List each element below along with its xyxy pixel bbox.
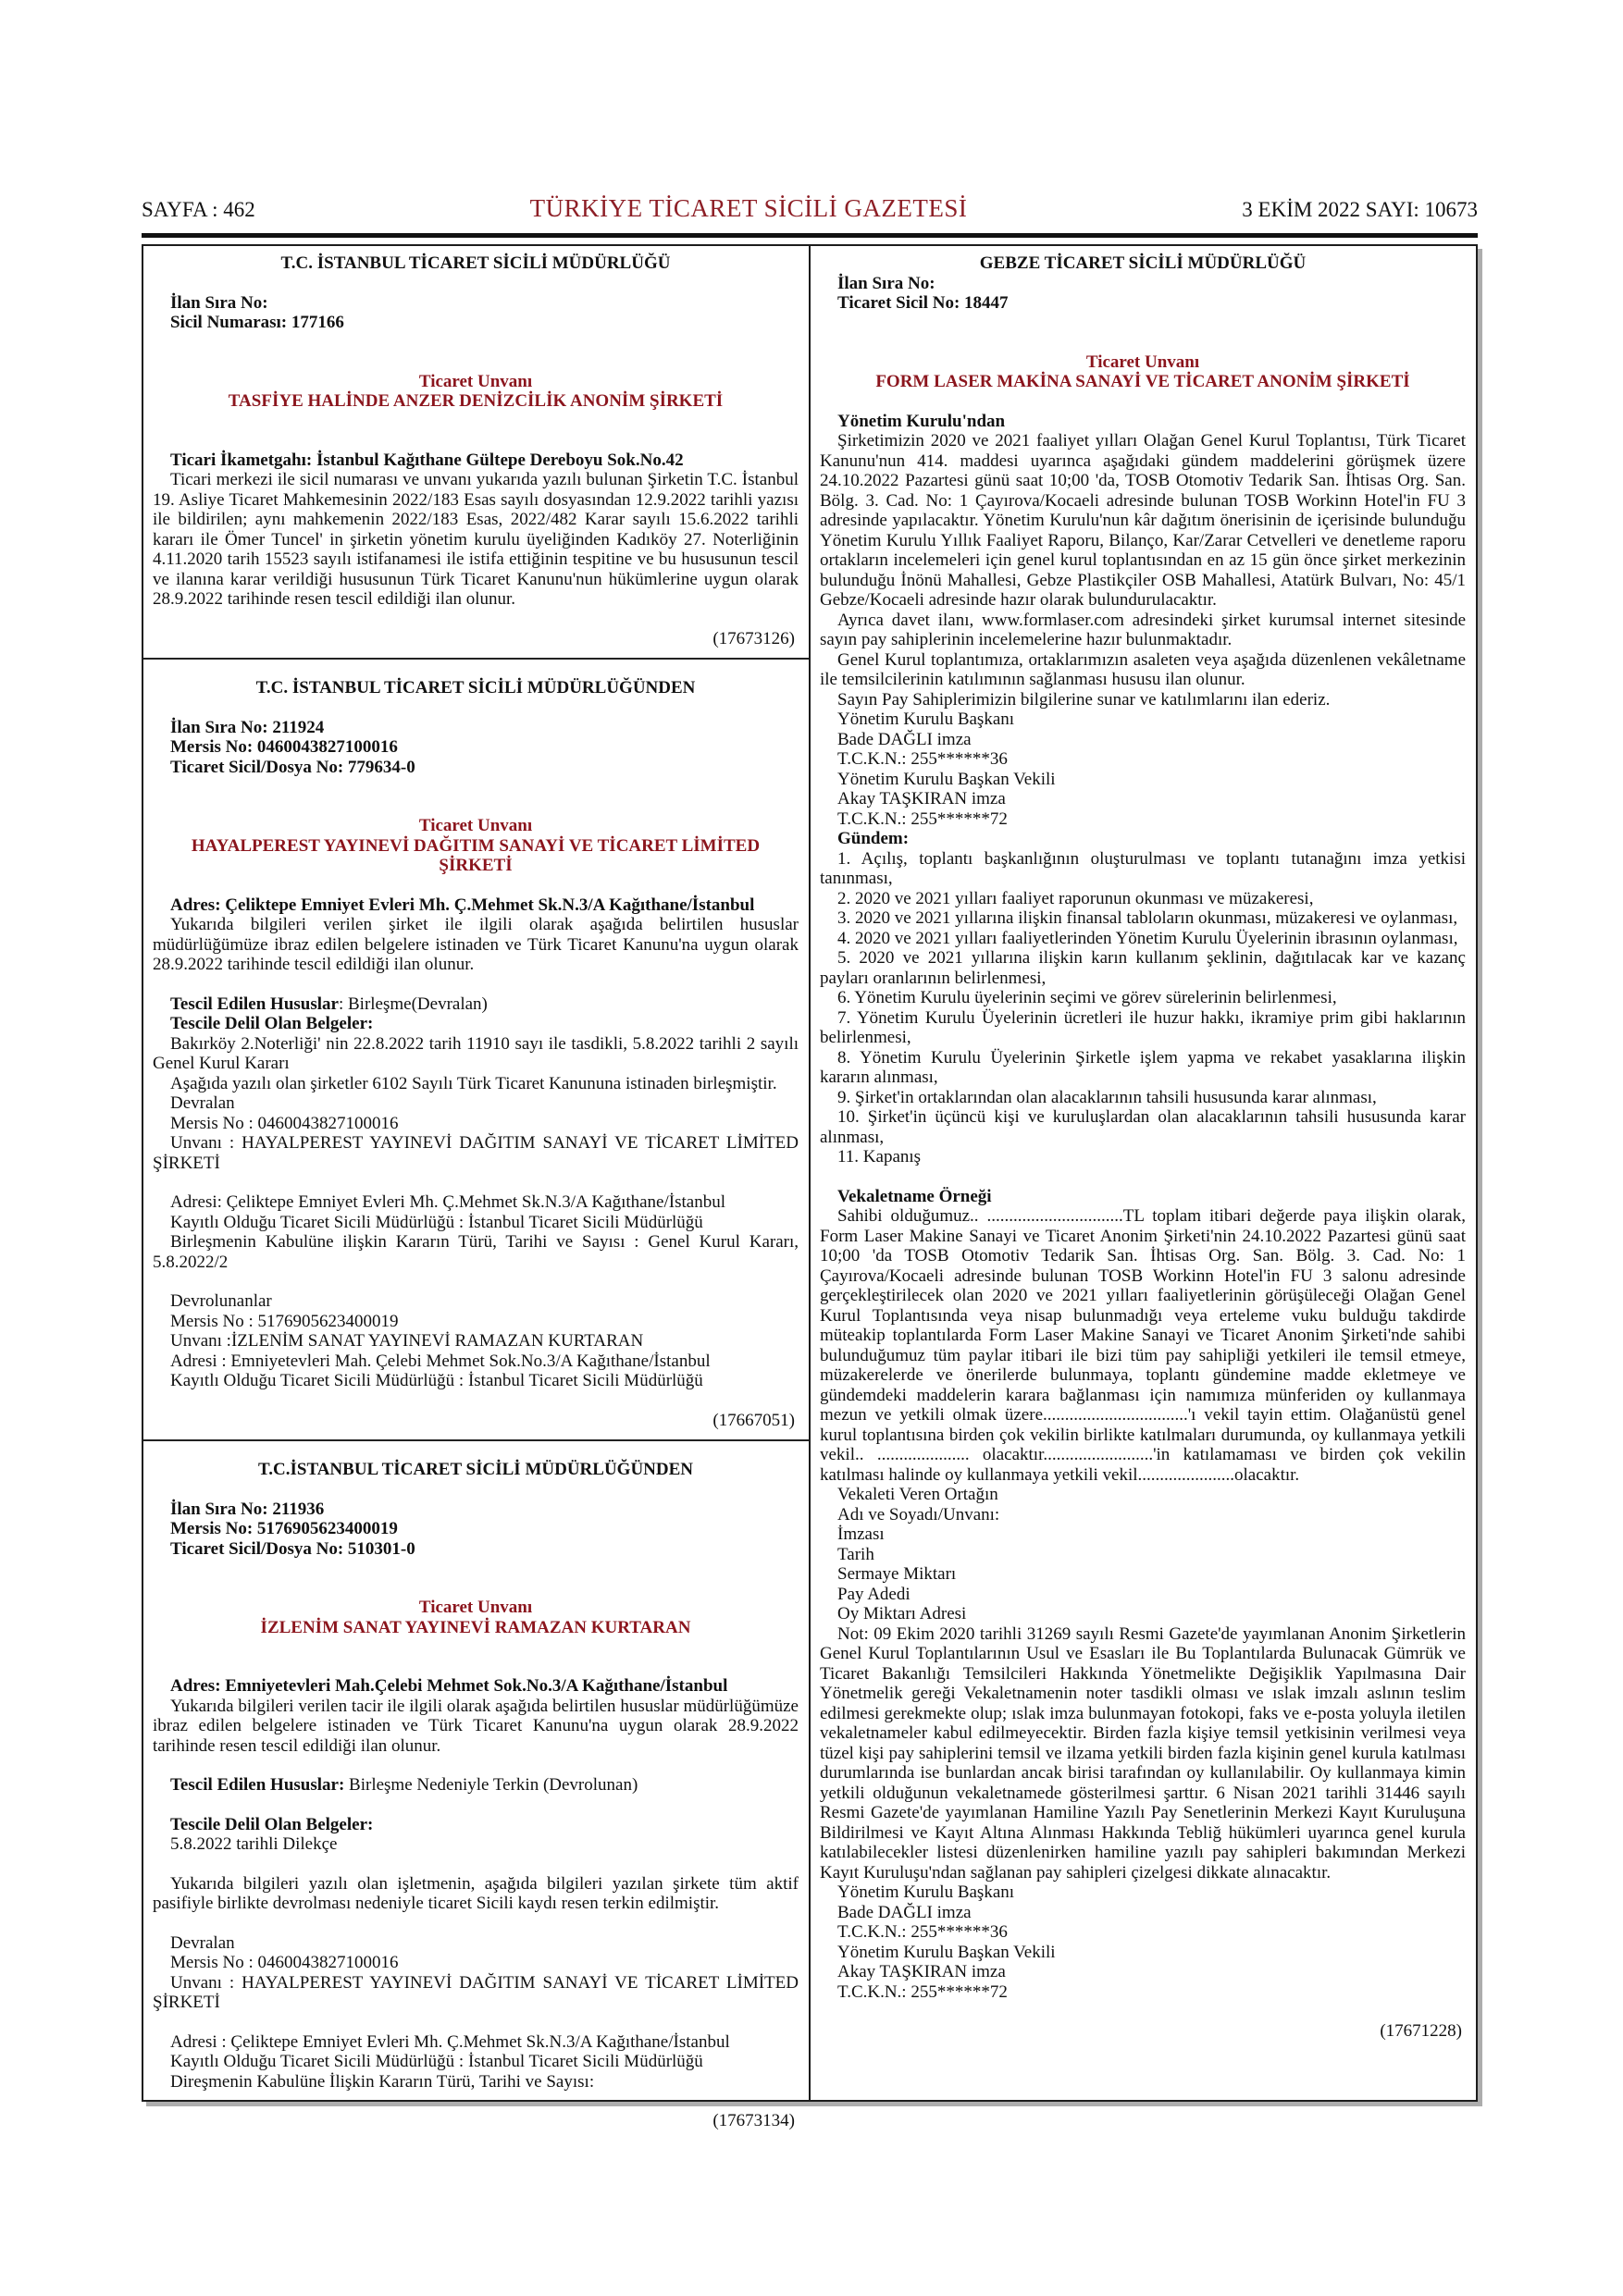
text-run: Bade DAĞLI imza — [837, 729, 972, 749]
text-run: Kayıtlı Olduğu Ticaret Sicili Müdürlüğü : İstanbul Ticaret Sicili Müdürlüğü — [170, 1212, 703, 1232]
text-run: Adres: Emniyetevleri Mah.Çelebi Mehmet Sok.No.3/A Kağıthane/İstanbul — [170, 1676, 728, 1696]
bold-lead: Tescil Edilen Hususlar: — [170, 1775, 345, 1795]
text-run: Vekaleti Veren Ortağın — [837, 1485, 998, 1504]
text-run: Yönetim Kurulu Başkan Vekili — [837, 769, 1056, 789]
paragraph — [153, 1933, 799, 1954]
text-run: 9. Şirket'in ortaklarından olan alacaklarının tahsili hususunda karar alınması, — [837, 1087, 1377, 1107]
paragraph — [153, 1213, 799, 1233]
gazette-body — [142, 244, 1478, 2130]
bold-lead: Gündem: — [837, 829, 910, 848]
paragraph — [820, 611, 1466, 650]
paragraph — [153, 1697, 799, 1757]
text-run: T.C.K.N.: 255******72 — [837, 1981, 1008, 2002]
spacer — [153, 274, 799, 293]
text-run: Birleşme Nedeniyle Terkin (Devrolunan) — [344, 1775, 638, 1795]
field-label — [153, 1519, 799, 1539]
field-label — [153, 895, 799, 916]
masthead-title: TÜRKİYE TİCARET SİCİLİ GAZETESİ — [529, 194, 968, 222]
text-run: T.C.K.N.: 255******72 — [837, 809, 1008, 829]
text-run: İmzası — [837, 1524, 885, 1544]
announcement-number — [153, 1411, 799, 1431]
paragraph — [153, 1034, 799, 1074]
text-run: Şirketimizin 2020 ve 2021 faaliyet yılları Olağan Genel Kurul Toplantısı, Türk Ticaret Kanunu'nun 414. maddesi uyarınca aşağıdaki gündem maddelerini görüşmek üzere 24.10.2022 Pazartesi günü saat 10;00 'da, TOSB Otomotiv Tedarik San. İhtisas Org. San. Bölg. 3. Cad. No: 1 Çayırova/Kocaeli adresinde bulunan TOSB Workinn Hotel'in FU 3 adresinde yapılacaktır. Yönetim Kurulu'nun kâr dağıtım önerisinin de içerisinde bulunduğu Yönetim Kurulu Yıllık Faaliyet Raporu, Bilanço, Kar/Zarar Cetvelleri ve denetleme raporu ortakların incelemeleri için genel kurul toplantısından en az 15 gün önce şirket merkezinin bulunduğu İnönü Mahallesi, Gebze Plastikçiler OSB Mahallesi, Atatürk Bulvarı, No: 45/1 Gebze/Kocaeli adresinde hazır olarak bulundurulacaktır. — [820, 431, 1466, 610]
spacer — [153, 698, 799, 718]
field-label — [153, 758, 799, 778]
section-divider — [143, 1439, 809, 1441]
paragraph — [820, 1604, 1466, 1624]
paragraph — [820, 1048, 1466, 1088]
section-divider — [143, 658, 809, 660]
spacer — [153, 412, 799, 451]
paragraph — [153, 994, 799, 1015]
bold-lead: Tescile Delil Olan Belgeler: — [170, 1014, 374, 1033]
text-run: 7. Yönetim Kurulu Üyelerinin ücretleri ile huzur hakkı, ikramiye prim gibi haklarının belirlenmesi, — [820, 1007, 1466, 1047]
paragraph — [820, 829, 1466, 849]
paragraph — [153, 1331, 799, 1352]
text-run: Bakırköy 2.Noterliği' nin 22.8.2022 tarih 11910 sayı ile tasdikli, 5.8.2022 tarihli 2 sayılı Genel Kurul Kararı — [153, 1033, 799, 1073]
field-label — [153, 313, 799, 333]
header-rule — [142, 233, 1478, 238]
text-run: 11. Kapanış — [837, 1147, 922, 1167]
field-label — [153, 293, 799, 314]
text-run: 2. 2020 ve 2021 yılları faaliyet raporunun okunması ve müzakeresi, — [837, 888, 1314, 908]
paragraph — [820, 770, 1466, 790]
text-run: (17673134) — [712, 2111, 795, 2130]
text-run: Devrolunanlar — [170, 1291, 272, 1311]
paragraph — [820, 431, 1466, 611]
text-run: Direşmenin Kabulüne İlişkin Kararın Türü, Tarihi ve Sayısı: — [170, 2071, 595, 2092]
paragraph — [153, 1232, 799, 1272]
paragraph — [820, 690, 1466, 710]
text-run: Ticaret Sicil No: 18447 — [837, 293, 1009, 313]
announcement-number — [153, 2111, 799, 2131]
paragraph — [820, 1147, 1466, 1167]
paragraph — [153, 915, 799, 975]
paragraph — [820, 1585, 1466, 1605]
paragraph — [153, 1953, 799, 1973]
spacer — [153, 610, 799, 629]
paragraph — [820, 1564, 1466, 1585]
section-heading — [153, 1460, 799, 1480]
text-run: Ticaret Unvanı — [418, 816, 533, 835]
spacer — [153, 1637, 799, 1676]
spacer — [153, 1272, 799, 1291]
text-run: 5.8.2022 tarihli Dilekçe — [170, 1834, 338, 1854]
paragraph — [153, 1874, 799, 1914]
page-header — [142, 194, 1478, 223]
field-label — [153, 718, 799, 738]
trade-name-label — [153, 372, 799, 392]
text-run: İZLENİM SANAT YAYINEVİ RAMAZAN KURTARAN — [260, 1617, 691, 1637]
text-run: FORM LASER MAKİNA SANAYİ VE TİCARET ANONİM ŞİRKETİ — [875, 372, 1410, 391]
text-run: Mersis No: 0460043827100016 — [170, 737, 398, 757]
field-label — [153, 1539, 799, 1560]
text-run: HAYALPEREST YAYINEVİ DAĞITIM SANAYİ VE TİCARET LİMİTED ŞİRKETİ — [191, 835, 761, 875]
bold-lead: Tescile Delil Olan Belgeler: — [170, 1814, 374, 1834]
text-run: Adresi : Çeliktepe Emniyet Evleri Mh. Ç.Mehmet Sk.N.3/A Kağıthane/İstanbul — [170, 2031, 730, 2052]
paragraph — [820, 1206, 1466, 1485]
text-run: 4. 2020 ve 2021 yılları faaliyetlerinden Yönetim Kurulu Üyelerinin ibrasının oylanması, — [837, 928, 1458, 948]
paragraph — [820, 889, 1466, 909]
bold-lead: Tescil Edilen Hususlar — [170, 994, 339, 1014]
text-run: Bade DAĞLI imza — [837, 1902, 972, 1922]
text-run: Kayıtlı Olduğu Ticaret Sicili Müdürlüğü : İstanbul Ticaret Sicili Müdürlüğü — [170, 2052, 703, 2071]
spacer — [153, 777, 799, 816]
paragraph — [820, 1008, 1466, 1048]
text-run: (17667051) — [712, 1410, 795, 1430]
company-name — [820, 372, 1466, 392]
spacer — [153, 1756, 799, 1775]
text-run: Yukarıda bilgileri verilen tacir ile ilgili olarak aşağıda belirtilen hususlar müdürlüğümüze ibraz edilen belgelere istinaden ve Türk Ticaret Kanunu'na uygun olarak 28.9.2022 tarihinde resen tescil edildiği ilan olunur. — [153, 1696, 799, 1756]
text-run: Aşağıda yazılı olan şirketler 6102 Sayılı Türk Ticaret Kanununa istinaden birleşmiştir. — [170, 1073, 777, 1093]
text-run: 5. 2020 ve 2021 yıllarına ilişkin karın kullanım şeklinin, dağıtılacak kar ve kazanç payları oranlarının belirlenmesi, — [820, 948, 1466, 988]
text-run: Ticaret Sicil/Dosya No: 779634-0 — [170, 757, 415, 777]
text-run: Birleşmenin Kabulüne ilişkin Kararın Türü, Tarihi ve Sayısı : Genel Kurul Kararı, 5.8.2022/2 — [153, 1232, 799, 1272]
paragraph — [820, 1962, 1466, 1982]
text-run: Ticari İkametgahı: İstanbul Kağıthane Gültepe Dereboyu Sok.No.42 — [170, 450, 684, 470]
paragraph — [153, 1291, 799, 1312]
text-run: İlan Sıra No: — [837, 273, 935, 293]
text-run: Sahibi olduğumuz.. ...............................TL toplam itibari değerde paya ilişkin olarak, Form Laser Makine Sanayi ve Ticaret Anonim Şirketi'nin 24.10.2022 Pazartesi günü saat 10;00 'da TOSB Otomotiv Tedarik San. İhtisas Org. San. Bölg. 3. Cad. No: 1 Çayırova/Kocaeli adresinde bulunan TOSB Workinn Hotel'in FU 3 salonu adresinde gerçekleştirilecek olan 2020 ve 2021 yılları faaliyetlerinin görüşüleceği Olağan Genel Kurul Toplantısında veya nisap bulunmadığı veya erteleme vuku bulduğu takdirde müteakip toplantılarda Form Laser Makine Sanayi ve Ticaret Anonim Şirketi'nde sahibi bulunduğumuz tüm paylar itibari ile bizi tüm pay sahipliği yetkileri ile temsil etmeye, müzakerelerde ve önerilerde bulunmaya, toplantı gündemine madde ekletmeye ve gündemdeki maddelerin karara bağlanması için namımıza münferiden oy kullanmaya mezun ve yetkili olmak üzere.................................'ı vekil tayin ettim. Olağanüstü genel kurul toplantısına birden çok vekilin birlikte katılmaları durumunda, oy kullanmaya yetkili vekil.. ..................... olacaktır.........................'in katılamaması ve birden çok vekilin katılması halinde oy kullanmaya yetkili vekil......................olacaktır. — [820, 1206, 1466, 1485]
text-run: Adresi : Emniyetevleri Mah. Çelebi Mehmet Sok.No.3/A Kağıthane/İstanbul — [170, 1351, 711, 1371]
field-label — [153, 1500, 799, 1520]
text-run: Mersis No : 0460043827100016 — [170, 1953, 399, 1972]
paragraph — [153, 2052, 799, 2072]
text-run: T.C.K.N.: 255******36 — [837, 749, 1008, 769]
paragraph — [153, 1775, 799, 1796]
right-column — [809, 246, 1476, 2100]
paragraph — [820, 1882, 1466, 1903]
text-run: Yönetim Kurulu Başkanı — [837, 1882, 1015, 1902]
text-run: Kayıtlı Olduğu Ticaret Sicili Müdürlüğü : İstanbul Ticaret Sicili Müdürlüğü — [170, 1371, 703, 1390]
text-run: 10. Şirket'in üçüncü kişi ve kuruluşlardan olan alacaklarının tahsili hususunda karar alınması, — [820, 1107, 1466, 1147]
text-run: : Birleşme(Devralan) — [338, 994, 488, 1014]
text-run: İlan Sıra No: 211936 — [170, 1499, 325, 1519]
field-label — [820, 412, 1466, 432]
paragraph — [820, 1485, 1466, 1505]
paragraph — [153, 2072, 799, 2092]
field-label — [820, 1187, 1466, 1207]
text-run: Ticaret Sicil/Dosya No: 510301-0 — [170, 1538, 415, 1559]
paragraph — [153, 1371, 799, 1391]
text-run: Pay Adedi — [837, 1584, 911, 1604]
spacer — [153, 1559, 799, 1598]
paragraph — [153, 1973, 799, 2013]
text-run: Devralan — [170, 1093, 235, 1113]
paragraph — [820, 1624, 1466, 1883]
paragraph — [820, 1088, 1466, 1108]
company-name — [153, 1618, 799, 1638]
text-run: 3. 2020 ve 2021 yıllarına ilişkin finansal tabloların okunması, müzakeresi ve oylanması, — [837, 908, 1458, 928]
spacer — [153, 1855, 799, 1874]
field-label — [820, 274, 1466, 294]
text-run: Unvanı :İZLENİM SANAT YAYINEVİ RAMAZAN KURTARAN — [170, 1331, 644, 1351]
text-run: Devralan — [170, 1932, 235, 1953]
spacer — [820, 1167, 1466, 1187]
paragraph — [153, 470, 799, 610]
text-run: Sicil Numarası: 177166 — [170, 313, 344, 332]
text-run: Adı ve Soyadı/Unvanı: — [837, 1504, 1000, 1524]
left-column — [143, 246, 809, 2130]
spacer — [820, 314, 1466, 352]
text-run: Adresi: Çeliktepe Emniyet Evleri Mh. Ç.Mehmet Sk.N.3/A Kağıthane/İstanbul — [170, 1192, 725, 1212]
paragraph — [820, 1545, 1466, 1565]
spacer — [820, 392, 1466, 412]
text-run: T.C.İSTANBUL TİCARET SİCİLİ MÜDÜRLÜĞÜNDEN — [258, 1460, 693, 1479]
paragraph — [820, 988, 1466, 1008]
paragraph — [153, 1834, 799, 1855]
spacer — [153, 876, 799, 895]
field-label — [153, 737, 799, 758]
company-name — [153, 391, 799, 412]
text-run: Genel Kurul toplantımıza, ortaklarımızın asaleten veya aşağıda düzenlenen vekâletname ile temsilcilerinin katılımının sağlanması hususu ilan olunur. — [820, 649, 1466, 689]
spacer — [153, 2013, 799, 2032]
paragraph — [820, 908, 1466, 929]
paragraph — [820, 710, 1466, 730]
text-run: Mersis No : 5176905623400019 — [170, 1311, 399, 1331]
spacer — [153, 2092, 799, 2111]
paragraph — [153, 1312, 799, 1332]
announcement-number — [153, 629, 799, 649]
text-run: Tarih — [837, 1544, 874, 1564]
paragraph — [153, 1192, 799, 1213]
text-run: Not: 09 Ekim 2020 tarihli 31269 sayılı Resmi Gazete'de yayımlanan Anonim Şirketlerin Genel Kurul Toplantılarının Usul ve Esasları ile Bu Toplantılarda Bulunacak Gümrük ve Ticaret Bakanlığı Temsilcileri Hakkında Yönetmelikte Değişiklik Yapılmasına Dair Yönetmelik gereği Vekaletnamenin noter tasdikli olması ve ıslak imzalı aslının teslim edilmesi gerekmekte olup; ıslak imza bulunmayan fotokopi, faks ve e-posta yoluyla iletilen vekaletnameler kabul edilmeyecektir. Birden fazla kişiye temsil yetkisinin verilmesi veya tüzel kişi pay sahiplerini temsil ve ilzama yetkili birden fazla kişinin genel kurula katılması durumlarında ise bunlardan ancak birisi tarafından oy kullanılabilir. Oy kullanmaya kimin yetkili olduğunun vekaletnamede gösterilmesi şarttır. 6 Nisan 2021 tarihli 31446 sayılı Resmi Gazete'de yayımlanan Hamiline Yazılı Pay Senetlerinin Merkezi Kayıt Kuruluşuna Bildirilmesi ve Kayıt Altına Alınması Hakkında Tebliğ hükümleri uyarınca genel kurula katılabilecekler listesi düzenlenirken hamiline yazılı pay sahipleri bakımından Merkezi Kayıt Kuruluşu'ndan sağlanan pay sahipleri çizelgesi dikkate alınacaktır. — [820, 1623, 1466, 1882]
spacer — [153, 1391, 799, 1411]
paragraph — [153, 1133, 799, 1173]
spacer — [820, 2002, 1466, 2021]
text-run: Yukarıda bilgileri verilen şirket ile ilgili olarak aşağıda belirtilen hususlar müdürlüğümüze ibraz edilen belgelere istinaden ve Türk Ticaret Kanunu'na uygun olarak 28.9.2022 tarihinde tescil edildiği ilan olunur. — [153, 915, 799, 974]
trade-name-label — [820, 352, 1466, 373]
text-run: Unvanı : HAYALPEREST YAYINEVİ DAĞITIM SANAYİ VE TİCARET LİMİTED ŞİRKETİ — [153, 1133, 799, 1173]
paragraph — [153, 1093, 799, 1114]
text-run: İlan Sıra No: 211924 — [170, 717, 325, 737]
text-run: Yönetim Kurulu Başkanı — [837, 710, 1015, 729]
paragraph — [820, 948, 1466, 988]
paragraph — [820, 730, 1466, 750]
issue-info: 3 EKİM 2022 SAYI: 10673 — [1242, 198, 1478, 221]
company-name — [153, 836, 799, 876]
section-heading — [153, 678, 799, 698]
text-run: Mersis No : 0460043827100016 — [170, 1113, 399, 1133]
text-run: Ayrıca davet ilanı, www.formlaser.com adresindeki şirket kurumsal internet sitesinde sayın pay sahiplerinin incelemelerine hazır bulunmaktadır. — [820, 610, 1466, 649]
text-run: T.C. İSTANBUL TİCARET SİCİLİ MÜDÜRLÜĞÜ — [280, 253, 671, 273]
text-run: 1. Açılış, toplantı başkanlığının oluşturulması ve toplantı tutanağını imza yetkisi tanınması, — [820, 848, 1466, 888]
section-heading — [820, 253, 1466, 274]
paragraph — [153, 1014, 799, 1034]
text-run: T.C.K.N.: 255******36 — [837, 1922, 1008, 1942]
text-run: Adres: Çeliktepe Emniyet Evleri Mh. Ç.Mehmet Sk.N.3/A Kağıthane/İstanbul — [170, 895, 755, 915]
paragraph — [153, 1352, 799, 1372]
text-run: Yukarıda bilgileri yazılı olan işletmenin, aşağıda bilgileri yazılan şirkete tüm aktif pasifiyle birlikte devrolması nedeniyle ticaret Sicili kaydı resen terkin edilmiştir. — [153, 1873, 799, 1913]
paragraph — [820, 929, 1466, 949]
paragraph — [153, 1074, 799, 1094]
spacer — [153, 975, 799, 994]
field-label — [820, 293, 1466, 314]
text-run: 8. Yönetim Kurulu Üyelerinin Şirketle işlem yapma ve rekabet yasaklarına ilişkin kararın alınması, — [820, 1047, 1466, 1087]
text-run: Ticaret Unvanı — [418, 371, 533, 391]
text-run: T.C. İSTANBUL TİCARET SİCİLİ MÜDÜRLÜĞÜNDEN — [255, 678, 696, 697]
text-run: Yönetim Kurulu Başkan Vekili — [837, 1942, 1056, 1962]
field-label — [153, 451, 799, 471]
text-run: Ticaret Unvanı — [418, 1598, 533, 1617]
text-run: Vekaletname Örneği — [837, 1186, 992, 1206]
text-run: 6. Yönetim Kurulu üyelerinin seçimi ve görev sürelerinin belirlenmesi, — [837, 988, 1337, 1007]
text-run: Ticaret Unvanı — [1085, 352, 1200, 372]
text-run: Mersis No: 5176905623400019 — [170, 1519, 398, 1538]
spacer — [153, 1480, 799, 1500]
paragraph — [820, 650, 1466, 690]
paragraph — [153, 1114, 799, 1134]
text-run: GEBZE TİCARET SİCİLİ MÜDÜRLÜĞÜ — [979, 253, 1307, 273]
field-label — [153, 1676, 799, 1697]
text-run: İlan Sıra No: — [170, 292, 268, 313]
spacer — [153, 333, 799, 372]
paragraph — [820, 1524, 1466, 1545]
paragraph — [153, 1815, 799, 1835]
spacer — [153, 1914, 799, 1933]
page-number: SAYFA : 462 — [142, 198, 255, 221]
paragraph — [820, 1943, 1466, 1963]
paragraph — [820, 1922, 1466, 1943]
paragraph — [820, 1903, 1466, 1923]
spacer — [153, 1173, 799, 1192]
trade-name-label — [153, 816, 799, 836]
text-run: Sermaye Miktarı — [837, 1564, 957, 1584]
text-run: Ticari merkezi ile sicil numarası ve unvanı yukarıda yazılı bulunan Şirketin T.C. İstanbul 19. Asliye Ticaret Mahkemesinin 2022/183 Esas sayılı dosyasından 12.9.2022 tarihli yazısı ile bildirilen; aynı mahkemenin 2022/183 Esas, 2022/482 Karar sayılı 15.6.2022 tarihli kararı ile Ömer Tuncel' in şirketin yönetim kurulu üyeliğinden Kadıköy 27. Noterliğinin 4.11.2020 tarih 15523 sayılı istifanamesi ile istifa ettiğinin tespitine ve bu hususunun tescil ve ilanına karar verildiği hususunun Türk Ticaret Kanunu'nun hükümlerine uygun olarak 28.9.2022 tarihinde resen tescil edildiği ilan olunur. — [153, 470, 799, 609]
section-heading — [153, 253, 799, 274]
paragraph — [820, 749, 1466, 770]
text-run: Oy Miktarı Adresi — [837, 1604, 967, 1623]
announcement-number — [820, 2021, 1466, 2042]
text-run: Yönetim Kurulu'ndan — [837, 411, 1006, 431]
paragraph — [820, 849, 1466, 889]
text-run: (17671228) — [1380, 2021, 1462, 2041]
trade-name-label — [153, 1598, 799, 1618]
paragraph — [820, 789, 1466, 809]
paragraph — [153, 2032, 799, 2053]
paragraph — [820, 1107, 1466, 1147]
text-run: TASFİYE HALİNDE ANZER DENİZCİLİK ANONİM ŞİRKETİ — [228, 391, 724, 411]
paragraph — [820, 1505, 1466, 1525]
paragraph — [820, 1982, 1466, 2003]
text-run: Sayın Pay Sahiplerimizin bilgilerine sunar ve katılımlarını ilan ederiz. — [837, 689, 1331, 710]
text-run: Akay TAŞKIRAN imza — [837, 1962, 1006, 1981]
paragraph — [820, 809, 1466, 830]
spacer — [153, 1796, 799, 1815]
text-run: (17673126) — [712, 628, 795, 648]
text-run: Akay TAŞKIRAN imza — [837, 789, 1006, 809]
text-run: Unvanı : HAYALPEREST YAYINEVİ DAĞITIM SANAYİ VE TİCARET LİMİTED ŞİRKETİ — [153, 1972, 799, 2012]
